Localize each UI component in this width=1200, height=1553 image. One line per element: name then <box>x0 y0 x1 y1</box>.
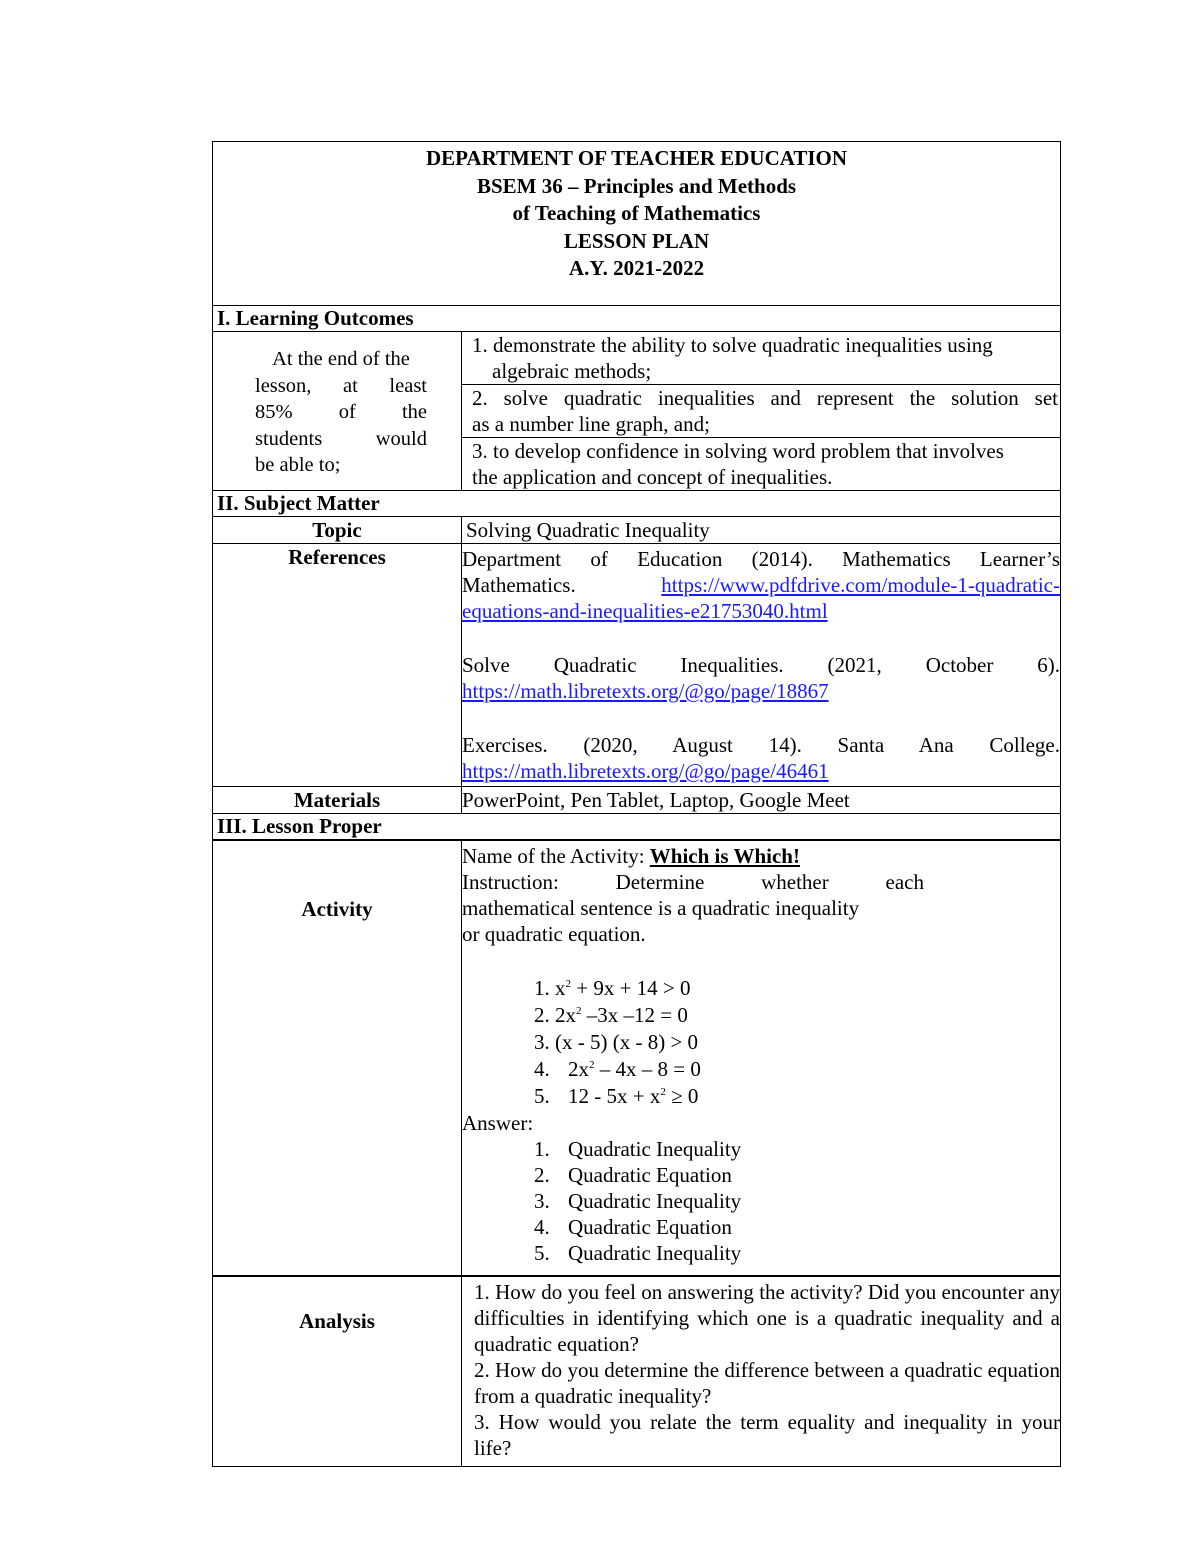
outcomes-intro-line: students would <box>255 427 427 450</box>
activity-item: 4. $2x^2 - 4x - 8 = 0$ <box>534 1057 701 1081</box>
answer-list <box>462 1136 1060 1266</box>
outcome-item-3: 3. to develop confidence in solving word problem that involves the application and concept of inequalities. <box>462 438 1061 491</box>
activity-item: 3. (x - 5) (x - 8) > 0 <box>534 1030 699 1054</box>
activity-instruction: Instruction: Determine whether each mathematical sentence is a quadratic inequality or quadratic equation. <box>462 870 924 946</box>
section-lesson-proper: III. Lesson Proper <box>213 814 1061 841</box>
topic-label: Topic <box>213 517 462 544</box>
topic-value: Solving Quadratic Inequality <box>462 517 1061 544</box>
reference-2-link[interactable]: https://math.libretexts.org/@go/page/18867 <box>462 679 829 703</box>
answer-item: 1. Quadratic Inequality <box>534 1137 742 1161</box>
outcomes-intro-line: At the end of the <box>272 348 410 370</box>
activity-item: 5. $12 - 5x + x^2 \ge 0$ <box>534 1084 699 1108</box>
activity-items <box>462 975 1060 1110</box>
academic-year: A.Y. 2021-2022 <box>568 256 705 280</box>
document-type: LESSON PLAN <box>563 228 710 253</box>
analysis-question-3: 3. How would you relate the term equality and inequality in your life? <box>474 1410 1060 1460</box>
activity-name: Name of the Activity: Which is Which! <box>462 844 800 868</box>
lesson-plan-document <box>212 141 1060 1467</box>
activity-label: Activity <box>213 840 462 1276</box>
activity-item: 2. $2x^2$ –3x –12 = 0 <box>534 1003 688 1027</box>
course-subtitle: of Teaching of Mathematics <box>512 201 761 225</box>
reference-3-link[interactable]: https://math.libretexts.org/@go/page/46461 <box>462 759 829 783</box>
activity-title: Which is Which! <box>649 844 800 868</box>
analysis-questions <box>462 1276 1061 1467</box>
reference-1-link-continued[interactable]: equations-and-inequalities-e21753040.html <box>462 599 828 623</box>
reference-1-text: Department of Education (2014). Mathematics Learner’s <box>462 547 1060 571</box>
section-subject-matter: II. Subject Matter <box>213 491 1061 517</box>
references-list <box>462 544 1061 787</box>
references-label: References <box>213 544 462 787</box>
lesson-plan-table <box>212 141 1061 1467</box>
answer-label: Answer: <box>462 1111 534 1135</box>
section-learning-outcomes: I. Learning Outcomes <box>213 306 1061 332</box>
analysis-label: Analysis <box>213 1276 462 1467</box>
outcome-item-1: 1. demonstrate the ability to solve quadratic inequalities using algebraic methods; <box>462 332 1061 385</box>
outcomes-intro <box>213 332 462 491</box>
outcomes-intro-line: lesson, at least <box>255 374 427 397</box>
department-title: DEPARTMENT OF TEACHER EDUCATION <box>425 146 848 170</box>
materials-value: PowerPoint, Pen Tablet, Laptop, Google Meet <box>462 787 1061 814</box>
reference-3-text: Exercises. (2020, August 14). Santa Ana College. <box>462 733 1060 757</box>
course-title: BSEM 36 – Principles and Methods <box>476 173 797 198</box>
outcome-item-2: 2. solve quadratic inequalities and represent the solution set as a number line graph, and; <box>462 385 1061 438</box>
analysis-question-2: 2. How do you determine the difference between a quadratic equation from a quadratic inequality? <box>474 1358 1060 1408</box>
reference-1: Mathematics. https://www.pdfdrive.com/module-1-quadratic- <box>462 573 1060 597</box>
outcomes-intro-line: be able to; <box>255 454 341 476</box>
activity-content <box>462 840 1061 1276</box>
answer-item: 4. Quadratic Equation <box>534 1215 732 1239</box>
answer-item: 3. Quadratic Inequality <box>534 1189 742 1213</box>
activity-item: 1. $x^2 + 9x + 14 > 0$ <box>534 976 691 1000</box>
reference-2-text: Solve Quadratic Inequalities. (2021, October 6). <box>462 653 1060 677</box>
analysis-question-1: 1. How do you feel on answering the activity? Did you encounter any difficulties in identifying which one is a quadratic inequality and a quadratic equation? <box>474 1280 1060 1356</box>
document-header <box>213 142 1061 306</box>
materials-label: Materials <box>213 787 462 814</box>
answer-item: 2. Quadratic Equation <box>534 1163 732 1187</box>
answer-item: 5. Quadratic Inequality <box>534 1241 742 1265</box>
reference-1-link[interactable]: https://www.pdfdrive.com/module-1-quadratic- <box>661 573 1060 597</box>
outcomes-intro-line: 85% of the <box>255 401 427 423</box>
